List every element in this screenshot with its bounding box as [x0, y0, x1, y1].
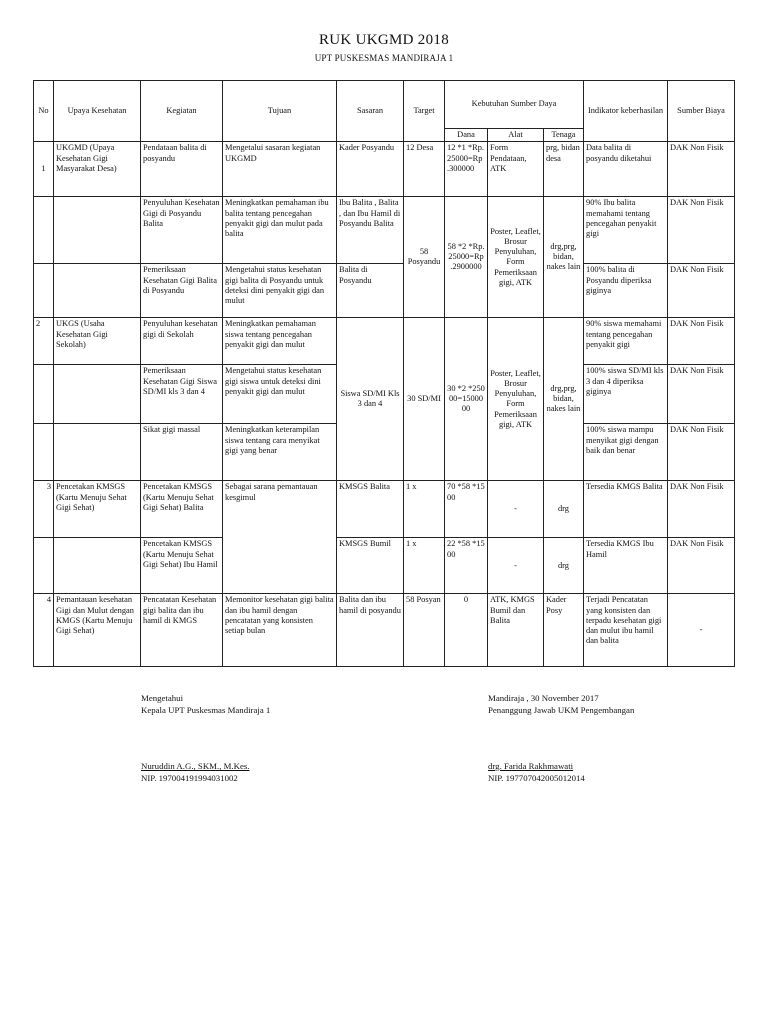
cell-no: 4 [34, 594, 54, 667]
header-kegiatan: Kegiatan [141, 81, 223, 142]
cell-indikator: 100% siswa SD/MI kls 3 dan 4 diperiksa giginya [584, 365, 668, 424]
cell-no [34, 197, 54, 264]
cell-kegiatan: Penyuluhan Kesehatan Gigi di Posyandu Balita [141, 197, 223, 264]
header-alat: Alat [488, 129, 544, 142]
cell-sasaran: Balita dan ibu hamil di posyandu [337, 594, 404, 667]
cell-tujuan: Meningkatkan pemahaman ibu balita tentang pencegahan penyakit gigi dan mulut pada balita [223, 197, 337, 264]
cell-target: 30 SD/MI [404, 318, 445, 481]
cell-indikator: Terjadi Pencatatan yang konsisten dan terpadu kesehatan gigi dan mulut ibu hamil dan balita [584, 594, 668, 667]
cell-alat: Poster, Leaflet, Brosur Penyuluhan, Form Pemeriksaan gigi, ATK [488, 197, 544, 318]
cell-no [34, 538, 54, 594]
cell-kegiatan: Pencatatan Kesehatan gigi balita dan ibu hamil di KMGS [141, 594, 223, 667]
table-row [34, 197, 735, 264]
cell-indikator: Tersedia KMGS Balita [584, 481, 668, 538]
table-row [34, 318, 735, 365]
signature-block-left [141, 693, 270, 717]
signature-right-name: drg. Farida Rakhmawati [488, 761, 574, 771]
cell-upaya [54, 538, 141, 594]
signature-left-name: Nuruddin A.G., SKM., M.Kes. [141, 761, 250, 771]
cell-tenaga: Kader Posy [544, 594, 584, 667]
cell-tenaga: drg [544, 538, 584, 594]
table-row [34, 264, 735, 318]
cell-sumber-biaya: DAK Non Fisik [668, 365, 735, 424]
cell-kegiatan: Pencetakan KMSGS (Kartu Menuju Sehat Gigi Sehat) Balita [141, 481, 223, 538]
cell-sumber-biaya: DAK Non Fisik [668, 264, 735, 318]
cell-target: 1 x [404, 538, 445, 594]
cell-sumber-biaya: DAK Non Fisik [668, 318, 735, 365]
cell-alat: Form Pendataan, ATK [488, 142, 544, 197]
header-tujuan: Tujuan [223, 81, 337, 142]
cell-dana: 12 *1 *Rp. 25000=Rp .300000 [445, 142, 488, 197]
cell-indikator: Data balita di posyandu diketahui [584, 142, 668, 197]
cell-sasaran: KMSGS Bumil [337, 538, 404, 594]
cell-alat: - [488, 481, 544, 538]
document-subtitle: UPT PUSKESMAS MANDIRAJA 1 [314, 53, 454, 63]
cell-no [34, 424, 54, 481]
signature-right-nip: NIP. 197707042005012014 [488, 772, 585, 783]
cell-target: 58 Posyan [404, 594, 445, 667]
cell-target: 1 x [404, 481, 445, 538]
cell-upaya: Pencetakan KMSGS (Kartu Menuju Sehat Gigi Sehat) [54, 481, 141, 538]
cell-indikator: Tersedia KMGS Ibu Hamil [584, 538, 668, 594]
cell-sumber-biaya: DAK Non Fisik [668, 142, 735, 197]
cell-dana: 22 *58 *15 00 [445, 538, 488, 594]
cell-alat: Poster, Leaflet, Brosur Penyuluhan, Form Pemeriksaan gigi, ATK [488, 318, 544, 481]
cell-sasaran: KMSGS Balita [337, 481, 404, 538]
signature-right-line2: Penanggung Jawab UKM Pengembangan [488, 704, 635, 715]
cell-tenaga: drg,prg, bidan, nakes lain [544, 318, 584, 481]
cell-no: 2 [34, 318, 54, 365]
cell-kegiatan: Pemeriksaan Kesehatan Gigi Balita di Posyandu [141, 264, 223, 318]
cell-upaya: UKGMD (Upaya Kesehatan Gigi Masyarakat Desa) [54, 142, 141, 197]
cell-upaya [54, 264, 141, 318]
signature-block-left-name [141, 761, 250, 785]
cell-indikator: 100% balita di Posyandu diperiksa giginya [584, 264, 668, 318]
cell-sumber-biaya: DAK Non Fisik [668, 481, 735, 538]
cell-upaya: Pemantauan kesehatan Gigi dan Mulut dengan KMGS (Kartu Menuju Gigi Sehat) [54, 594, 141, 667]
document-title: RUK UKGMD 2018 [318, 32, 450, 48]
cell-tujuan: Mengetahui status kesehatan gigi balita di Posyandu untuk deteksi dini penyakit gigi dan mulut [223, 264, 337, 318]
cell-tenaga: prg, bidan desa [544, 142, 584, 197]
cell-upaya [54, 424, 141, 481]
header-upaya-kesehatan: Upaya Kesehatan [54, 81, 141, 142]
cell-kegiatan: Penyuluhan kesehatan gigi di Sekolah [141, 318, 223, 365]
table-header-row [34, 81, 735, 129]
signature-block-right [488, 693, 634, 717]
header-sumber-biaya: Sumber Biaya [668, 81, 735, 142]
cell-tenaga: drg [544, 481, 584, 538]
table-row [34, 538, 735, 594]
cell-sasaran: Kader Posyandu [337, 142, 404, 197]
cell-tenaga: drg,prg, bidan, nakes lain [544, 197, 584, 318]
cell-tujuan: Meningkatkan keterampilan siswa tentang cara menyikat gigi yang benar [223, 424, 337, 481]
table-row [34, 594, 735, 667]
header-dana: Dana [445, 129, 488, 142]
cell-alat: ATK, KMGS Bumil dan Balita [488, 594, 544, 667]
cell-sumber-biaya: DAK Non Fisik [668, 538, 735, 594]
cell-upaya [54, 197, 141, 264]
cell-kegiatan: Pencetakan KMSGS (Kartu Menuju Sehat Gigi Sehat) Ibu Hamil [141, 538, 223, 594]
signature-right-line1: Mandiraja , 30 November 2017 [488, 693, 599, 703]
cell-tujuan: Meningkatkan pemahaman siswa tentang pencegahan penyakit gigi dan mulut [223, 318, 337, 365]
header-indikator: Indikator keberhasilan [584, 81, 668, 142]
header-sasaran: Sasaran [337, 81, 404, 142]
signature-left-line2: Kepala UPT Puskesmas Mandiraja 1 [141, 704, 271, 715]
cell-target: 12 Desa [404, 142, 445, 197]
ruk-table [33, 80, 735, 667]
cell-indikator: 90% siswa memahami tentang pencegahan penyakit gigi [584, 318, 668, 365]
cell-tujuan: Sebagai sarana pemantauan kesgimul [223, 481, 337, 594]
cell-no [34, 264, 54, 318]
cell-kegiatan: Sikat gigi massal [141, 424, 223, 481]
signature-left-nip: NIP. 197004191994031002 [141, 772, 238, 783]
cell-indikator: 100% siswa mampu menyikat gigi dengan baik dan benar [584, 424, 668, 481]
signature-left-line1: Mengetahui [141, 693, 184, 703]
table-row [34, 142, 735, 197]
cell-sumber-biaya: DAK Non Fisik [668, 197, 735, 264]
header-tenaga: Tenaga [544, 129, 584, 142]
cell-upaya: UKGS (Usaha Kesehatan Gigi Sekolah) [54, 318, 141, 365]
cell-no: 1 [34, 142, 54, 197]
cell-sumber-biaya: DAK Non Fisik [668, 424, 735, 481]
header-target: Target [404, 81, 445, 142]
cell-tujuan: Memonitor kesehatan gigi balita dan ibu hamil dengan pencatatan yang konsisten setiap bulan [223, 594, 337, 667]
cell-tujuan: Mengetahui status kesehatan gigi siswa untuk deteksi dini penyakit gigi dan mulut [223, 365, 337, 424]
cell-sasaran: Ibu Balita , Balita , dan Ibu Hamil di Posyandu Balita [337, 197, 404, 264]
cell-alat: - [488, 538, 544, 594]
cell-dana: 30 *2 *250 00=15000 00 [445, 318, 488, 481]
table-row [34, 481, 735, 538]
cell-kegiatan: Pemeriksaan Kesehatan Gigi Siswa SD/MI kls 3 dan 4 [141, 365, 223, 424]
cell-no: 3 [34, 481, 54, 538]
signature-block-right-name [488, 761, 585, 785]
cell-kegiatan: Pendataan balita di posyandu [141, 142, 223, 197]
cell-dana: 58 *2 *Rp. 25000=Rp .2900000 [445, 197, 488, 318]
header-no: No [34, 81, 54, 142]
cell-sasaran: Siswa SD/MI Kls 3 dan 4 [337, 318, 404, 481]
cell-upaya [54, 365, 141, 424]
cell-dana: 0 [445, 594, 488, 667]
cell-tujuan: Mengetalui sasaran kegiatan UKGMD [223, 142, 337, 197]
cell-dana: 70 *58 *15 00 [445, 481, 488, 538]
cell-indikator: 90% Ibu balita memahami tentang pencegahan penyakit gigi [584, 197, 668, 264]
cell-sasaran: Balita di Posyandu [337, 264, 404, 318]
cell-no [34, 365, 54, 424]
cell-target: 58 Posyandu [404, 197, 445, 318]
header-kebutuhan-sumber-daya: Kebutuhan Sumber Daya [445, 81, 584, 129]
cell-sumber-biaya: - [668, 594, 735, 667]
